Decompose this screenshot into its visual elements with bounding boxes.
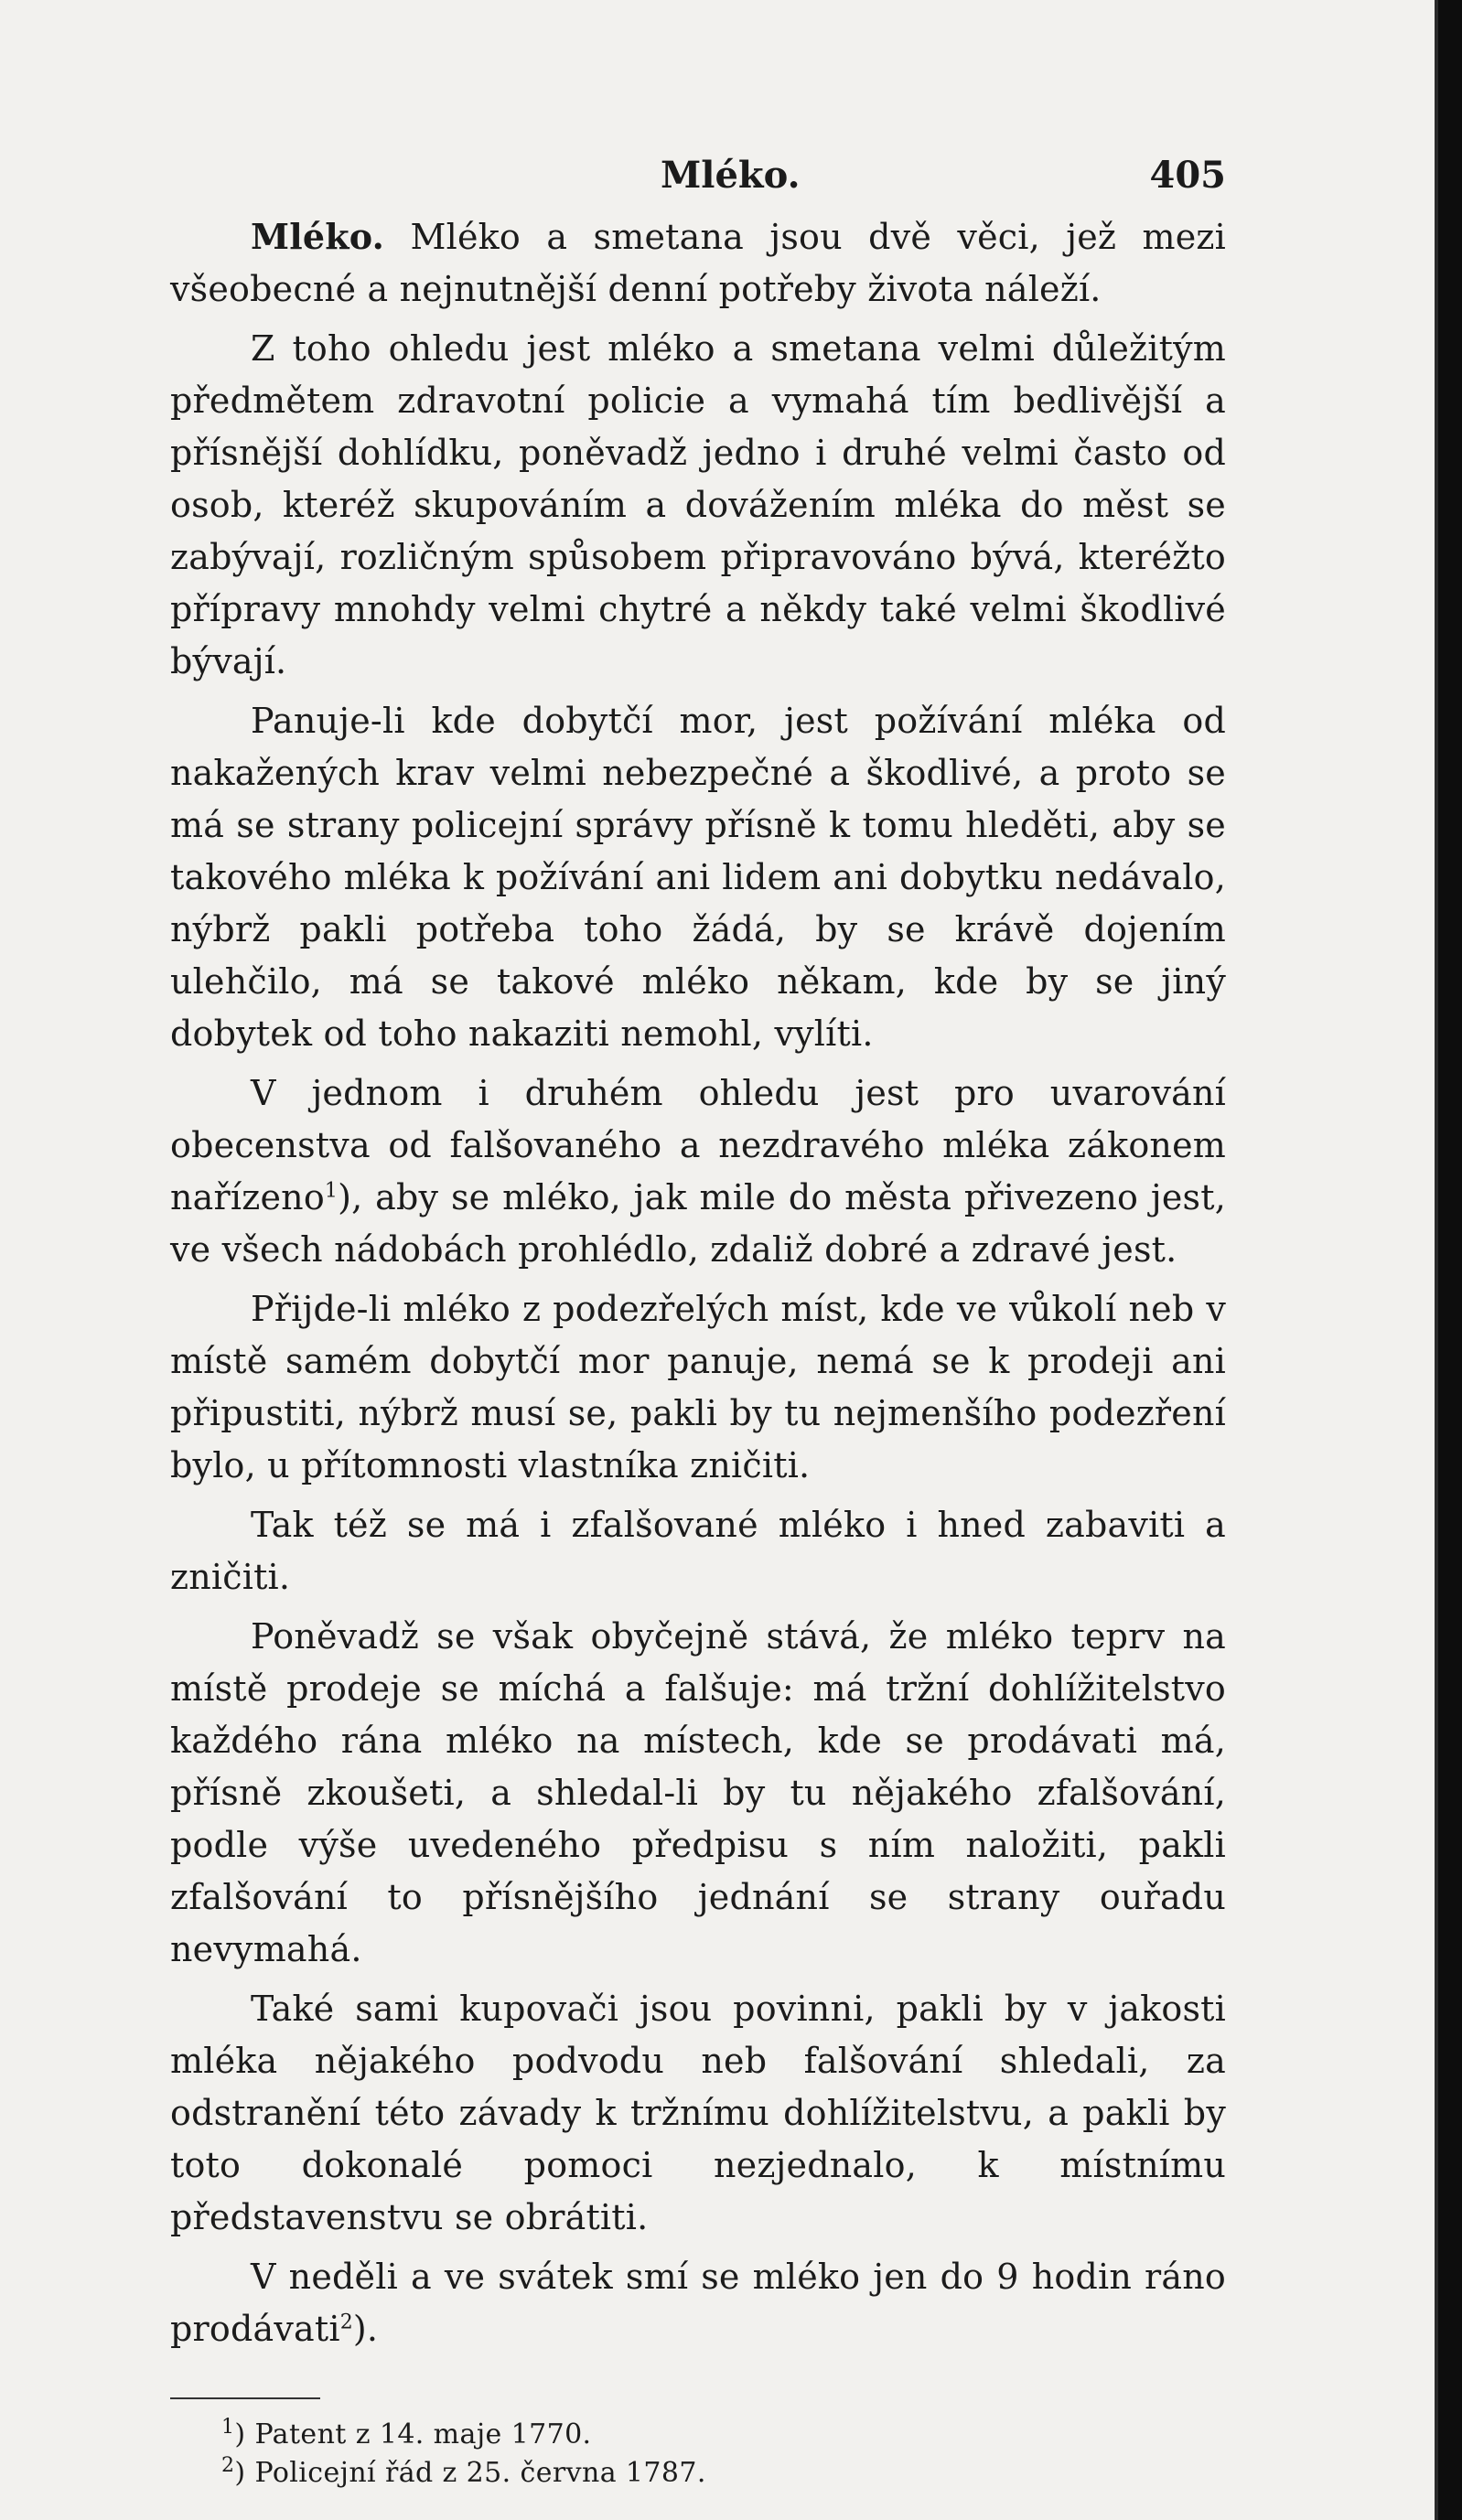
footnote-mark: 1 [324,1179,339,1203]
paragraph-text: Mléko a smetana jsou dvě věci, jež mezi všeobecné a nejnutnější denní potřeby života náleží. [170,217,1227,309]
footnote-mark: 2 [221,2454,235,2477]
entry-lead: Mléko. [251,216,385,257]
paragraph-text: ), aby se mléko, jak mile do města přivezeno jest, ve všech nádobách prohlédlo, zdaliž dobré a zdravé jest. [170,1177,1226,1270]
paragraph-text: V neděli a ve svátek smí se mléko jen do 9 hodin ráno prodávati [170,2257,1226,2349]
footnote-divider [170,2397,320,2399]
footnote-text: ) Patent z 14. maje 1770. [234,2418,592,2450]
paragraph: Také sami kupovači jsou povinni, pakli by v jakosti mléka nějakého podvodu neb falšování shledali, za odstranění této závady k tržnímu dohlížitelstvu, a pakli by toto dokonalé pomoci nezjednalo, k místnímu představenstvu se obrátiti. [170,1989,1226,2237]
footnote [221,2416,1226,2454]
paragraph-text: ). [352,2309,379,2349]
paragraph: Poněvadž se však obyčejně stává, že mléko teprv na místě prodeje se míchá a falšuje: má tržní dohlížitelstvo každého rána mléko na místech, kde se prodávati má, přísně zkoušeti, a shledal-li by tu nějakého zfalšování, podle výše uvedeného předpisu s ním naložiti, pakli zfalšování to přísnějšího jednání se strany ouřadu nevymahá. [170,1616,1226,1969]
paragraph: Tak též se má i zfalšované mléko i hned zabaviti a zničiti. [170,1505,1226,1597]
footnote [221,2454,1226,2493]
footnote-text: ) Policejní řád z 25. června 1787. [234,2457,706,2489]
footnote-mark: 1 [221,2416,235,2439]
paragraph: Panuje-li kde dobytčí mor, jest požívání mléka od nakažených krav velmi nebezpečné a škodlivé, a proto se má se strany policejní správy přísně k tomu hleděti, aby se takového mléka k požívání ani lidem ani dobytku nedávalo, nýbrž pakli potřeba toho žádá, by se krávě dojením ulehčilo, má se takové mléko někam, kde by se jiný dobytek od toho nakaziti nemohl, vylíti. [170,701,1226,1054]
paragraph [170,1067,1226,1276]
paragraph [170,2251,1226,2355]
paragraph: Z toho ohledu jest mléko a smetana velmi důležitým předmětem zdravotní policie a vymahá tím bedlivější a přísnější dohlídku, poněvadž jedno i druhé velmi často od osob, kteréž skupováním a dovážením mléka do měst se zabývají, rozličným spůsobem připravováno bývá, kteréžto přípravy mnohdy velmi chytré a někdy také velmi škodlivé bývají. [170,328,1226,681]
page-content [170,137,1226,2493]
running-title: Mléko. [661,154,801,197]
page-number: 405 [1149,154,1226,197]
paragraph: Přijde-li mléko z podezřelých míst, kde ve vůkolí neb v místě samém dobytčí mor panuje, nemá se k prodeji ani připustiti, nýbrž musí se, pakli by tu nejmenšího podezření bylo, u přítomnosti vlastníka zničiti. [170,1289,1226,1485]
footnote-mark: 2 [339,2311,353,2334]
paragraph [170,210,1226,316]
paragraph-text: V jednom i druhém ohledu jest pro uvarování obecenstva od falšovaného a nezdravého mléka zákonem nařízeno [170,1073,1226,1217]
running-header [170,137,1226,210]
